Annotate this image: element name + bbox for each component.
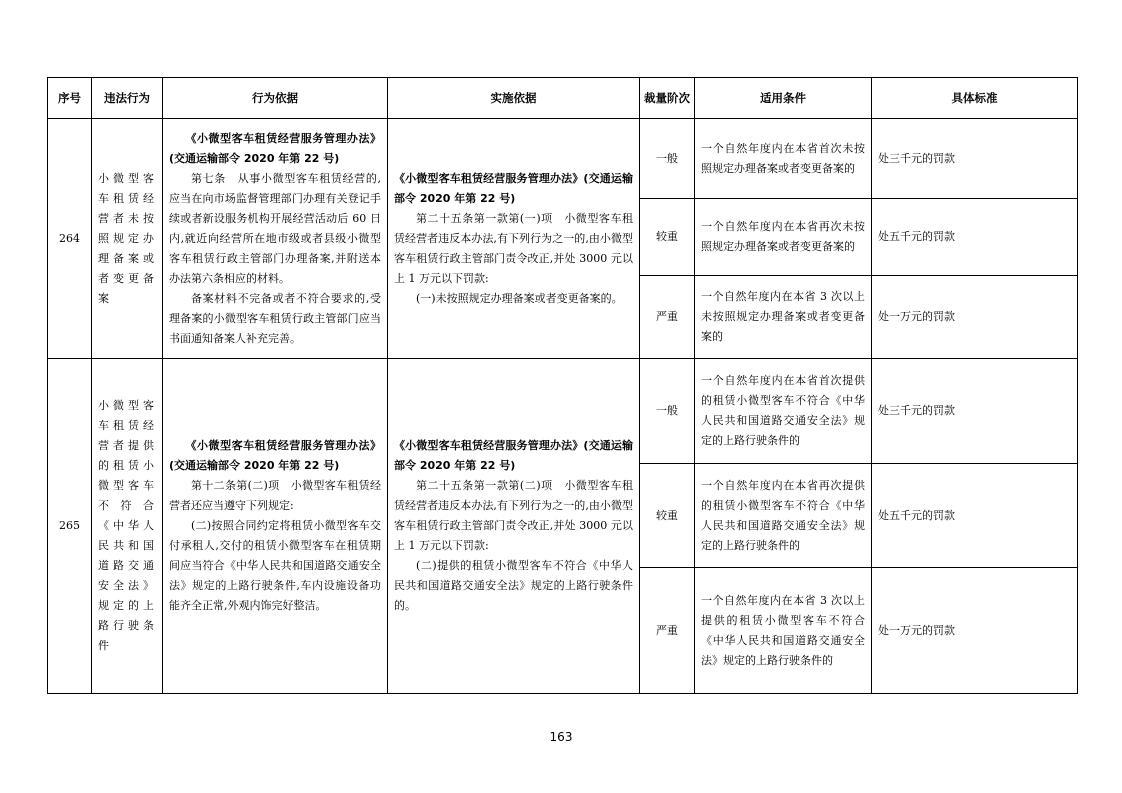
row-number: 264	[48, 119, 92, 359]
basis-article: 第十二条第(二)项 小微型客车租赁经营者还应当遵守下列规定:	[169, 479, 381, 512]
header-std: 具体标准	[872, 78, 1078, 119]
header-impl: 实施依据	[388, 78, 640, 119]
impl-article: 第二十五条第一款第(一)项 小微型客车租赁经营者违反本办法,有下列行为之一的,由小微型客车租赁行政主管部门责令改正,并处 3000 元以上 1 万元以下罚款:	[394, 211, 633, 285]
condition-cell: 一个自然年度内在本省再次提供的租赁小微型客车不符合《中华人民共和国道路交通安全法》规定的上路行驶条件的	[695, 464, 872, 568]
basis-law-title: 《小微型客车租赁经营服务管理办法》(交通运输部令 2020 年第 22 号)	[169, 439, 381, 472]
implementation-cell	[388, 359, 640, 694]
basis-article: 备案材料不完备或者不符合要求的,受理备案的小微型客车租赁行政主管部门应当书面通知备案人补充完善。	[169, 291, 381, 345]
condition-cell: 一个自然年度内在本省 3 次以上提供的租赁小微型客车不符合《中华人民共和国道路交通安全法》规定的上路行驶条件的	[695, 568, 872, 694]
level-cell: 一般	[640, 119, 695, 199]
level-cell: 一般	[640, 359, 695, 464]
level-cell: 较重	[640, 199, 695, 276]
impl-article: 第二十五条第一款第(二)项 小微型客车租赁经营者违反本办法,有下列行为之一的,由小微型客车租赁行政主管部门责令改正,并处 3000 元以上 1 万元以下罚款:	[394, 479, 633, 552]
penalty-discretion-table	[47, 77, 1078, 694]
condition-cell: 一个自然年度内在本省首次提供的租赁小微型客车不符合《中华人民共和国道路交通安全法》规定的上路行驶条件的	[695, 359, 872, 464]
level-cell: 较重	[640, 464, 695, 568]
condition-cell: 一个自然年度内在本省 3 次以上未按照规定办理备案或者变更备案的	[695, 276, 872, 359]
header-row	[48, 78, 1078, 119]
standard-cell: 处五千元的罚款	[872, 464, 1078, 568]
table-row	[48, 359, 1078, 464]
header-no: 序号	[48, 78, 92, 119]
impl-article: (一)未按照规定办理备案或者变更备案的。	[416, 291, 623, 305]
level-cell: 严重	[640, 276, 695, 359]
header-cond: 适用条件	[695, 78, 872, 119]
table-row	[48, 119, 1078, 199]
implementation-cell	[388, 119, 640, 359]
impl-law-title: 《小微型客车租赁经营服务管理办法》(交通运输部令 2020 年第 22 号)	[394, 171, 633, 205]
condition-cell: 一个自然年度内在本省首次未按照规定办理备案或者变更备案的	[695, 119, 872, 199]
basis-cell	[163, 359, 388, 694]
standard-cell: 处一万元的罚款	[872, 568, 1078, 694]
basis-law-title: 《小微型客车租赁经营服务管理办法》(交通运输部令 2020 年第 22 号)	[169, 131, 381, 165]
condition-cell: 一个自然年度内在本省再次未按照规定办理备案或者变更备案的	[695, 199, 872, 276]
header-level: 裁量阶次	[640, 78, 695, 119]
standard-cell: 处三千元的罚款	[872, 119, 1078, 199]
standard-cell: 处五千元的罚款	[872, 199, 1078, 276]
standard-cell: 处三千元的罚款	[872, 359, 1078, 464]
violation-cell: 小微型客车租赁经营者提供的租赁小微型客车不符合《中华人民共和国道路交通安全法》规定的上路行驶条件	[92, 359, 163, 694]
page-number: 163	[549, 730, 573, 744]
level-cell: 严重	[640, 568, 695, 694]
row-number: 265	[48, 359, 92, 694]
basis-cell	[163, 119, 388, 359]
violation-cell: 小微型客车租赁经营者未按照规定办理备案或者变更备案	[92, 119, 163, 359]
header-basis: 行为依据	[163, 78, 388, 119]
header-act: 违法行为	[92, 78, 163, 119]
basis-article: 第七条 从事小微型客车租赁经营的,应当在向市场监督管理部门办理有关登记手续或者新设服务机构开展经营活动后 60 日内,就近向经营所在地市级或者县级小微型客车租赁行政主管部门办理备案,并附送本办法第六条相应的材料。	[169, 171, 381, 285]
impl-law-title: 《小微型客车租赁经营服务管理办法》(交通运输部令 2020 年第 22 号)	[394, 439, 633, 472]
impl-article: (二)提供的租赁小微型客车不符合《中华人民共和国道路交通安全法》规定的上路行驶条件的。	[394, 559, 633, 612]
standard-cell: 处一万元的罚款	[872, 276, 1078, 359]
basis-article: (二)按照合同约定将租赁小微型客车交付承租人,交付的租赁小微型客车在租赁期间应当符合《中华人民共和国道路交通安全法》规定的上路行驶条件,车内设施设备功能齐全正常,外观内饰完好整洁。	[169, 519, 381, 612]
